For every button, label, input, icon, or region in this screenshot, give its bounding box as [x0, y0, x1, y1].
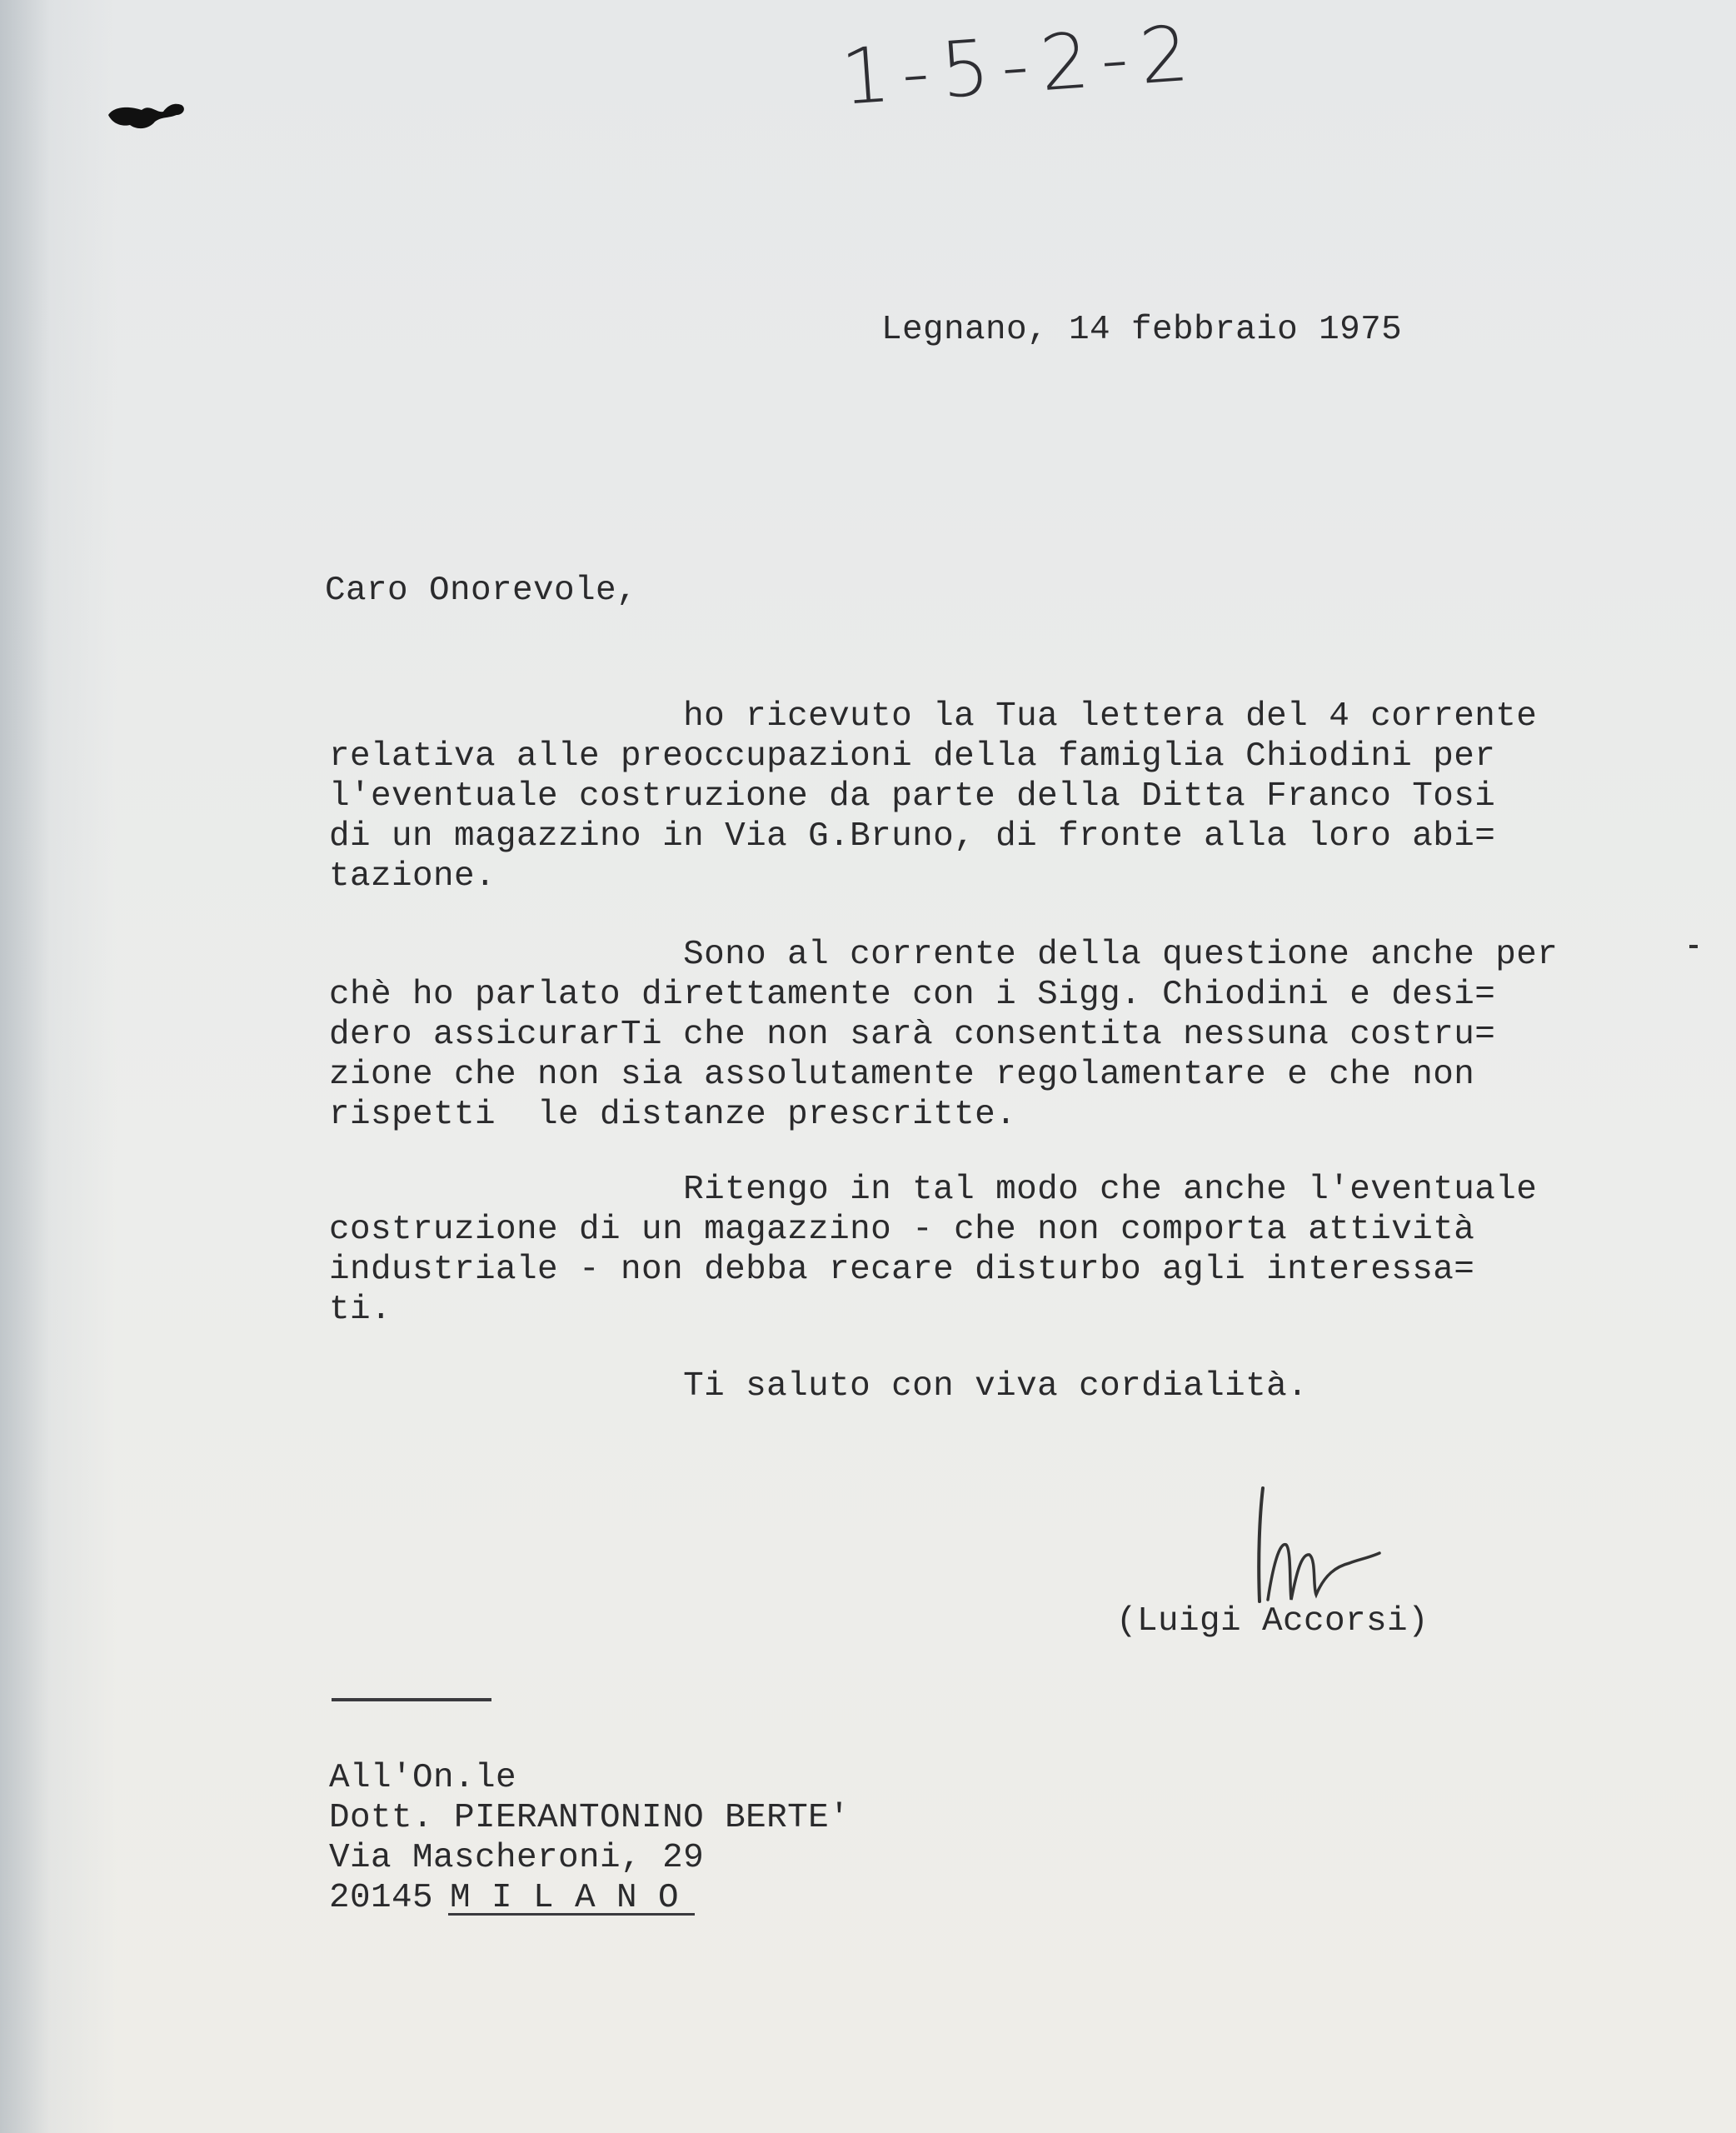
recipient-name: Dott. PIERANTONINO BERTE'	[329, 1799, 851, 1837]
body-line: Sono al corrente della questione anche per	[329, 936, 1559, 974]
body-line: rispetti le distanze prescritte.	[329, 1096, 1017, 1134]
body-line: ho ricevuto la Tua lettera del 4 corrente	[329, 697, 1538, 736]
body-line: l'eventuale costruzione da parte della Ditta Franco Tosi	[329, 777, 1496, 816]
recipient-title: All'On.le	[329, 1759, 517, 1797]
salutation: Caro Onorevole,	[325, 572, 638, 610]
date-line: Legnano, 14 febbraio 1975	[881, 311, 1403, 349]
recipient-postcode: 20145	[329, 1879, 434, 1917]
body-line: zione che non sia assolutamente regolamentare e che non	[329, 1056, 1475, 1094]
handwritten-signature	[1250, 1483, 1399, 1608]
body-line: relativa alle preoccupazioni della famiglia Chiodini per	[329, 737, 1496, 776]
scan-edge-shadow	[0, 0, 50, 2133]
body-line: ti.	[329, 1291, 392, 1329]
body-line: costruzione di un magazzino - che non comporta attività	[329, 1211, 1475, 1249]
separator-rule	[332, 1698, 491, 1701]
body-line: dero assicurarTi che non sarà consentita nessuna costru=	[329, 1016, 1496, 1054]
ink-blot-mark	[107, 97, 190, 138]
city-underline	[448, 1913, 695, 1916]
recipient-city: M I L A N O	[450, 1879, 680, 1917]
recipient-street: Via Mascheroni, 29	[329, 1839, 705, 1877]
closing-line: Ti saluto con viva cordialità.	[329, 1367, 1309, 1406]
body-line: industriale - non debba recare disturbo agli interessa=	[329, 1251, 1475, 1289]
margin-mark	[1689, 945, 1698, 948]
body-line: chè ho parlato direttamente con i Sigg. Chiodini e desi=	[329, 976, 1496, 1014]
archive-number: 1-5-2-2	[838, 8, 1204, 122]
body-line: di un magazzino in Via G.Bruno, di fronte alla loro abi=	[329, 817, 1496, 856]
body-line: tazione.	[329, 857, 496, 896]
body-line: Ritengo in tal modo che anche l'eventuale	[329, 1171, 1538, 1209]
signatory-name: (Luigi Accorsi)	[1116, 1602, 1429, 1641]
